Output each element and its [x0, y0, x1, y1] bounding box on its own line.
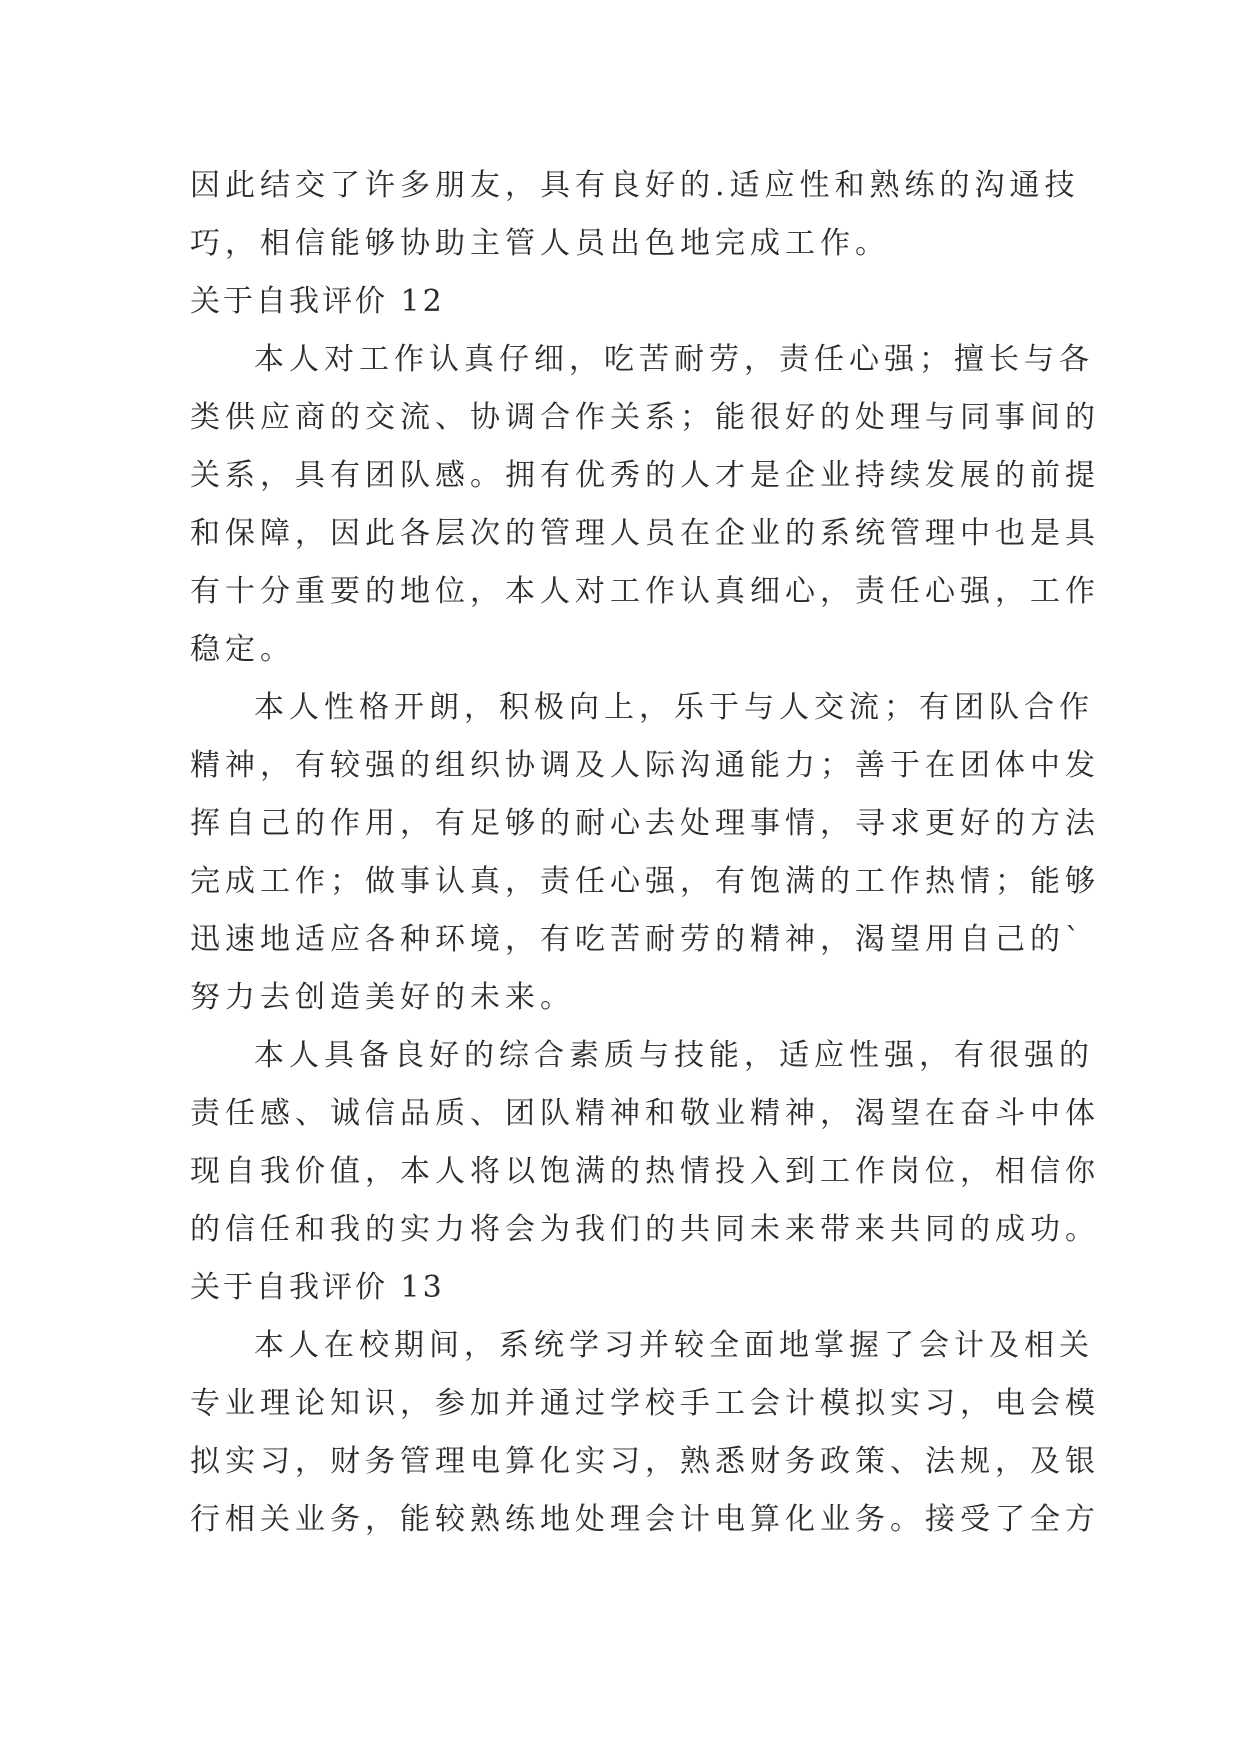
text-line: 精神，有较强的组织协调及人际沟通能力；善于在团体中发: [190, 748, 1100, 783]
text-line: 完成工作；做事认真，责任心强，有饱满的工作热情；能够: [190, 864, 1100, 899]
heading-text: 关于自我评价 13: [190, 1270, 445, 1305]
text-line: 关系，具有团队感。拥有优秀的人才是企业持续发展的前提: [190, 458, 1100, 493]
heading-text: 关于自我评价 12: [190, 284, 445, 319]
text-line: 努力去创造美好的未来。: [190, 980, 575, 1015]
text-line: 本人性格开朗，积极向上，乐于与人交流；有团队合作: [254, 690, 1094, 725]
text-line: 专业理论知识，参加并通过学校手工会计模拟实习，电会模: [190, 1386, 1100, 1421]
text-line: 因此结交了许多朋友，具有良好的.适应性和熟练的沟通技: [190, 168, 1080, 203]
text-line: 类供应商的交流、协调合作关系；能很好的处理与同事间的: [190, 400, 1100, 435]
paragraph-continuation: [190, 157, 1080, 273]
text-line: 的信任和我的实力将会为我们的共同未来带来共同的成功。: [190, 1212, 1100, 1247]
paragraph-personality: [190, 679, 1100, 1027]
section-heading-12: [190, 273, 1060, 331]
text-line: 稳定。: [190, 632, 295, 667]
document-body: [190, 157, 1100, 1549]
section-heading-13: [190, 1259, 1060, 1317]
text-line: 现自我价值，本人将以饱满的热情投入到工作岗位，相信你: [190, 1154, 1100, 1189]
text-line: 巧，相信能够协助主管人员出色地完成工作。: [190, 226, 890, 261]
paragraph-work-attitude: [190, 331, 1100, 679]
text-line: 有十分重要的地位，本人对工作认真细心，责任心强，工作: [190, 574, 1100, 609]
text-line: 行相关业务，能较熟练地处理会计电算化业务。接受了全方: [190, 1502, 1100, 1537]
text-line: 责任感、诚信品质、团队精神和敬业精神，渴望在奋斗中体: [190, 1096, 1100, 1131]
text-line: 拟实习，财务管理电算化实习，熟悉财务政策、法规，及银: [190, 1444, 1100, 1479]
text-line: 挥自己的作用，有足够的耐心去处理事情，寻求更好的方法: [190, 806, 1100, 841]
text-line: 本人在校期间，系统学习并较全面地掌握了会计及相关: [254, 1328, 1094, 1363]
text-line: 和保障，因此各层次的管理人员在企业的系统管理中也是具: [190, 516, 1100, 551]
paragraph-education: [190, 1317, 1100, 1549]
text-line: 本人对工作认真仔细，吃苦耐劳，责任心强；擅长与各: [254, 342, 1094, 377]
text-line: 本人具备良好的综合素质与技能，适应性强，有很强的: [254, 1038, 1094, 1073]
paragraph-qualities: [190, 1027, 1100, 1259]
text-line: 迅速地适应各种环境，有吃苦耐劳的精神，渴望用自己的`: [190, 922, 1085, 957]
